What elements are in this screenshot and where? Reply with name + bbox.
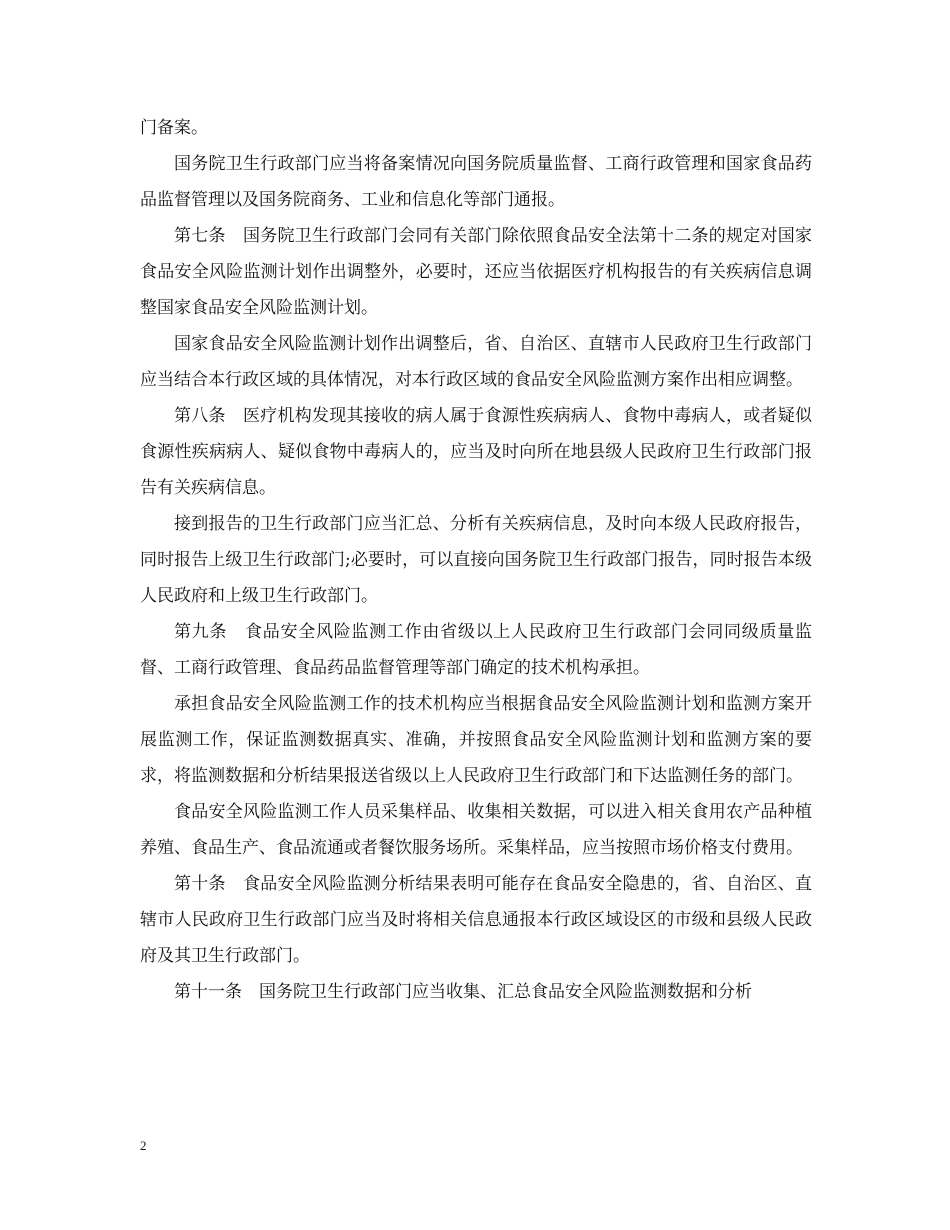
paragraph-continued: 门备案。 [140,118,208,138]
paragraph: 食品安全风险监测工作人员采集样品、收集相关数据，可以进入相关食用农产品种植养殖、食品生产、食品流通或者餐饮服务场所。采集样品，应当按照市场价格支付费用。 [140,802,812,858]
document-body [140,110,812,1010]
paragraph-article-11: 第十一条 国务院卫生行政部门应当收集、汇总食品安全风险监测数据和分析 [174,982,752,1002]
paragraph-article-7: 第七条 国务院卫生行政部门会同有关部门除依照食品安全法第十二条的规定对国家食品安全风险监测计划作出调整外，必要时，还应当依据医疗机构报告的有关疾病信息调整国家食品安全风险监测计划。 [140,226,812,318]
paragraph: 承担食品安全风险监测工作的技术机构应当根据食品安全风险监测计划和监测方案开展监测工作，保证监测数据真实、准确，并按照食品安全风险监测计划和监测方案的要求，将监测数据和分析结果报送省级以上人民政府卫生行政部门和下达监测任务的部门。 [140,694,812,786]
paragraph: 国务院卫生行政部门应当将备案情况向国务院质量监督、工商行政管理和国家食品药品监督管理以及国务院商务、工业和信息化等部门通报。 [140,154,812,210]
page-number: 2 [140,1138,147,1153]
paragraph-article-8: 第八条 医疗机构发现其接收的病人属于食源性疾病病人、食物中毒病人，或者疑似食源性疾病病人、疑似食物中毒病人的，应当及时向所在地县级人民政府卫生行政部门报告有关疾病信息。 [140,406,812,498]
paragraph-article-10: 第十条 食品安全风险监测分析结果表明可能存在食品安全隐患的，省、自治区、直辖市人民政府卫生行政部门应当及时将相关信息通报本行政区域设区的市级和县级人民政府及其卫生行政部门。 [140,874,812,966]
paragraph-article-9: 第九条 食品安全风险监测工作由省级以上人民政府卫生行政部门会同同级质量监督、工商行政管理、食品药品监督管理等部门确定的技术机构承担。 [140,622,812,678]
paragraph: 国家食品安全风险监测计划作出调整后，省、自治区、直辖市人民政府卫生行政部门应当结合本行政区域的具体情况，对本行政区域的食品安全风险监测方案作出相应调整。 [140,334,812,390]
paragraph: 接到报告的卫生行政部门应当汇总、分析有关疾病信息，及时向本级人民政府报告，同时报告上级卫生行政部门;必要时，可以直接向国务院卫生行政部门报告，同时报告本级人民政府和上级卫生行政部门。 [140,514,812,606]
